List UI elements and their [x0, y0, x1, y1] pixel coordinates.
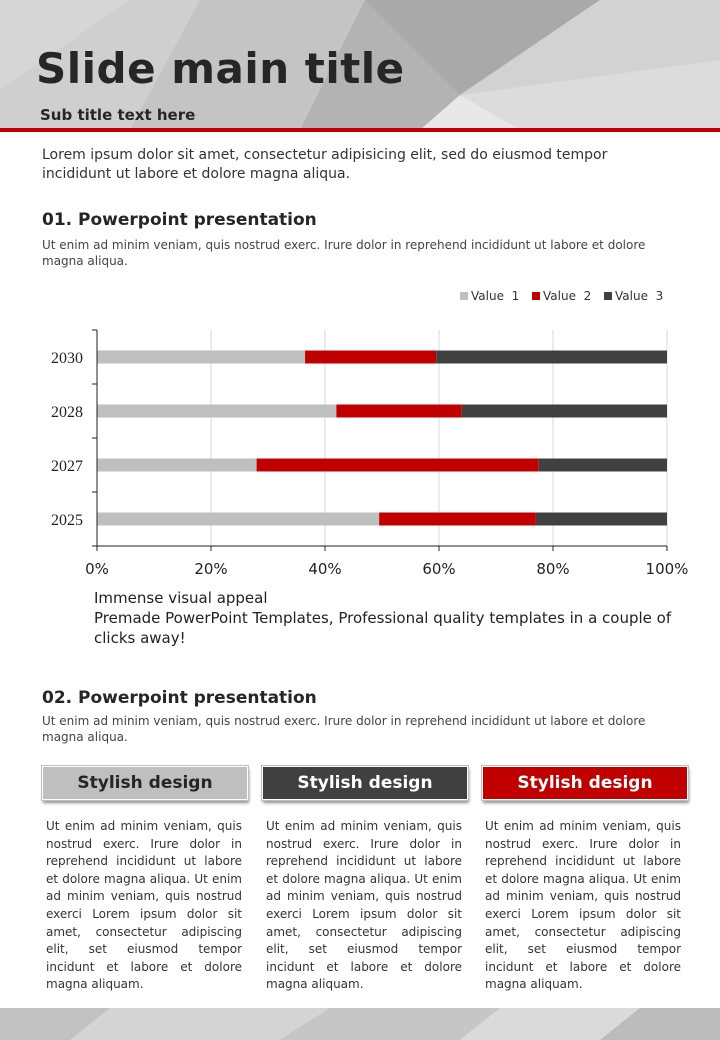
y-tick-label: 2028: [51, 404, 83, 421]
stacked-bar-chart: [0, 280, 720, 580]
card3-text: Ut enim ad minim veniam, quis nostrud exerc. Irure dolor in reprehend incididunt ut labore et dolore magna aliqua. Ut enim ad minim veniam, quis nostrud exerci Lorem ipsum dolor sit amet, consectetur adipiscing elit, set eiusmod tempor incidunt et labore et dolore magna aliquam.: [485, 819, 681, 992]
x-tick-label: 60%: [422, 560, 456, 578]
x-tick-label: 100%: [645, 560, 689, 578]
card2-title: Stylish design: [297, 773, 433, 793]
bar-2028-series1: [97, 405, 336, 418]
page-title: Slide main title: [36, 44, 405, 93]
bar-2030-series3: [436, 351, 667, 364]
section2-title: 02. Powerpoint presentation: [42, 688, 317, 708]
bar-2025-series3: [536, 513, 667, 526]
section1-title: 01. Powerpoint presentation: [42, 210, 317, 230]
footer-background: [0, 1008, 720, 1040]
legend-swatch-3: [604, 292, 612, 300]
bar-2027-series1: [97, 459, 257, 472]
intro-paragraph: Lorem ipsum dolor sit amet, consectetur adipisicing elit, sed do eiusmod tempor incididunt ut labore et dolore magna aliqua.: [42, 147, 608, 182]
y-tick-label: 2027: [51, 458, 83, 475]
bar-2030-series2: [305, 351, 436, 364]
card2-header: [262, 766, 468, 800]
bar-2027-series3: [539, 459, 667, 472]
legend-label-1: Value 1: [471, 289, 520, 303]
legend-swatch-1: [460, 292, 468, 300]
card3-header: [482, 766, 688, 800]
x-tick-label: 40%: [308, 560, 342, 578]
page-subtitle: Sub title text here: [40, 106, 196, 124]
section2-desc: Ut enim ad minim veniam, quis nostrud exerc. Irure dolor in reprehend incididunt ut labore et dolore magna aliqua.: [42, 714, 646, 744]
legend-label-3: Value 3: [615, 289, 664, 303]
card1-text: Ut enim ad minim veniam, quis nostrud exerc. Irure dolor in reprehend incididunt ut labore et dolore magna aliqua. Ut enim ad minim veniam, quis nostrud exerci Lorem ipsum dolor sit amet, consectetur adipiscing elit, set eiusmod tempor incidunt et labore et dolore magna aliquam.: [46, 819, 242, 992]
legend-label-2: Value 2: [543, 289, 592, 303]
card2-text: Ut enim ad minim veniam, quis nostrud exerc. Irure dolor in reprehend incididunt ut labore et dolore magna aliqua. Ut enim ad minim veniam, quis nostrud exerci Lorem ipsum dolor sit amet, consectetur adipiscing elit, set eiusmod tempor incidunt et labore et dolore magna aliquam.: [266, 819, 462, 992]
x-tick-label: 80%: [536, 560, 570, 578]
bar-2025-series2: [379, 513, 536, 526]
card1-header: [42, 766, 248, 800]
header-divider: [0, 128, 720, 132]
x-tick-label: 20%: [194, 560, 228, 578]
bar-2030-series1: [97, 351, 305, 364]
caption-line2: Premade PowerPoint Templates, Professional quality templates in a couple of clicks away!: [94, 609, 672, 647]
chart-caption: [94, 588, 694, 648]
bar-2028-series2: [336, 405, 461, 418]
x-tick-label: 0%: [85, 560, 109, 578]
card3-title: Stylish design: [517, 773, 653, 793]
bar-2028-series3: [462, 405, 667, 418]
bar-2025-series1: [97, 513, 379, 526]
card1-title: Stylish design: [77, 773, 213, 793]
y-tick-label: 2030: [51, 350, 83, 367]
section1-desc: Ut enim ad minim veniam, quis nostrud exerc. Irure dolor in reprehend incididunt ut labore et dolore magna aliqua.: [42, 238, 646, 268]
caption-line1: Immense visual appeal: [94, 589, 268, 607]
legend-swatch-2: [532, 292, 540, 300]
y-tick-label: 2025: [51, 512, 83, 529]
bar-2027-series2: [257, 459, 539, 472]
